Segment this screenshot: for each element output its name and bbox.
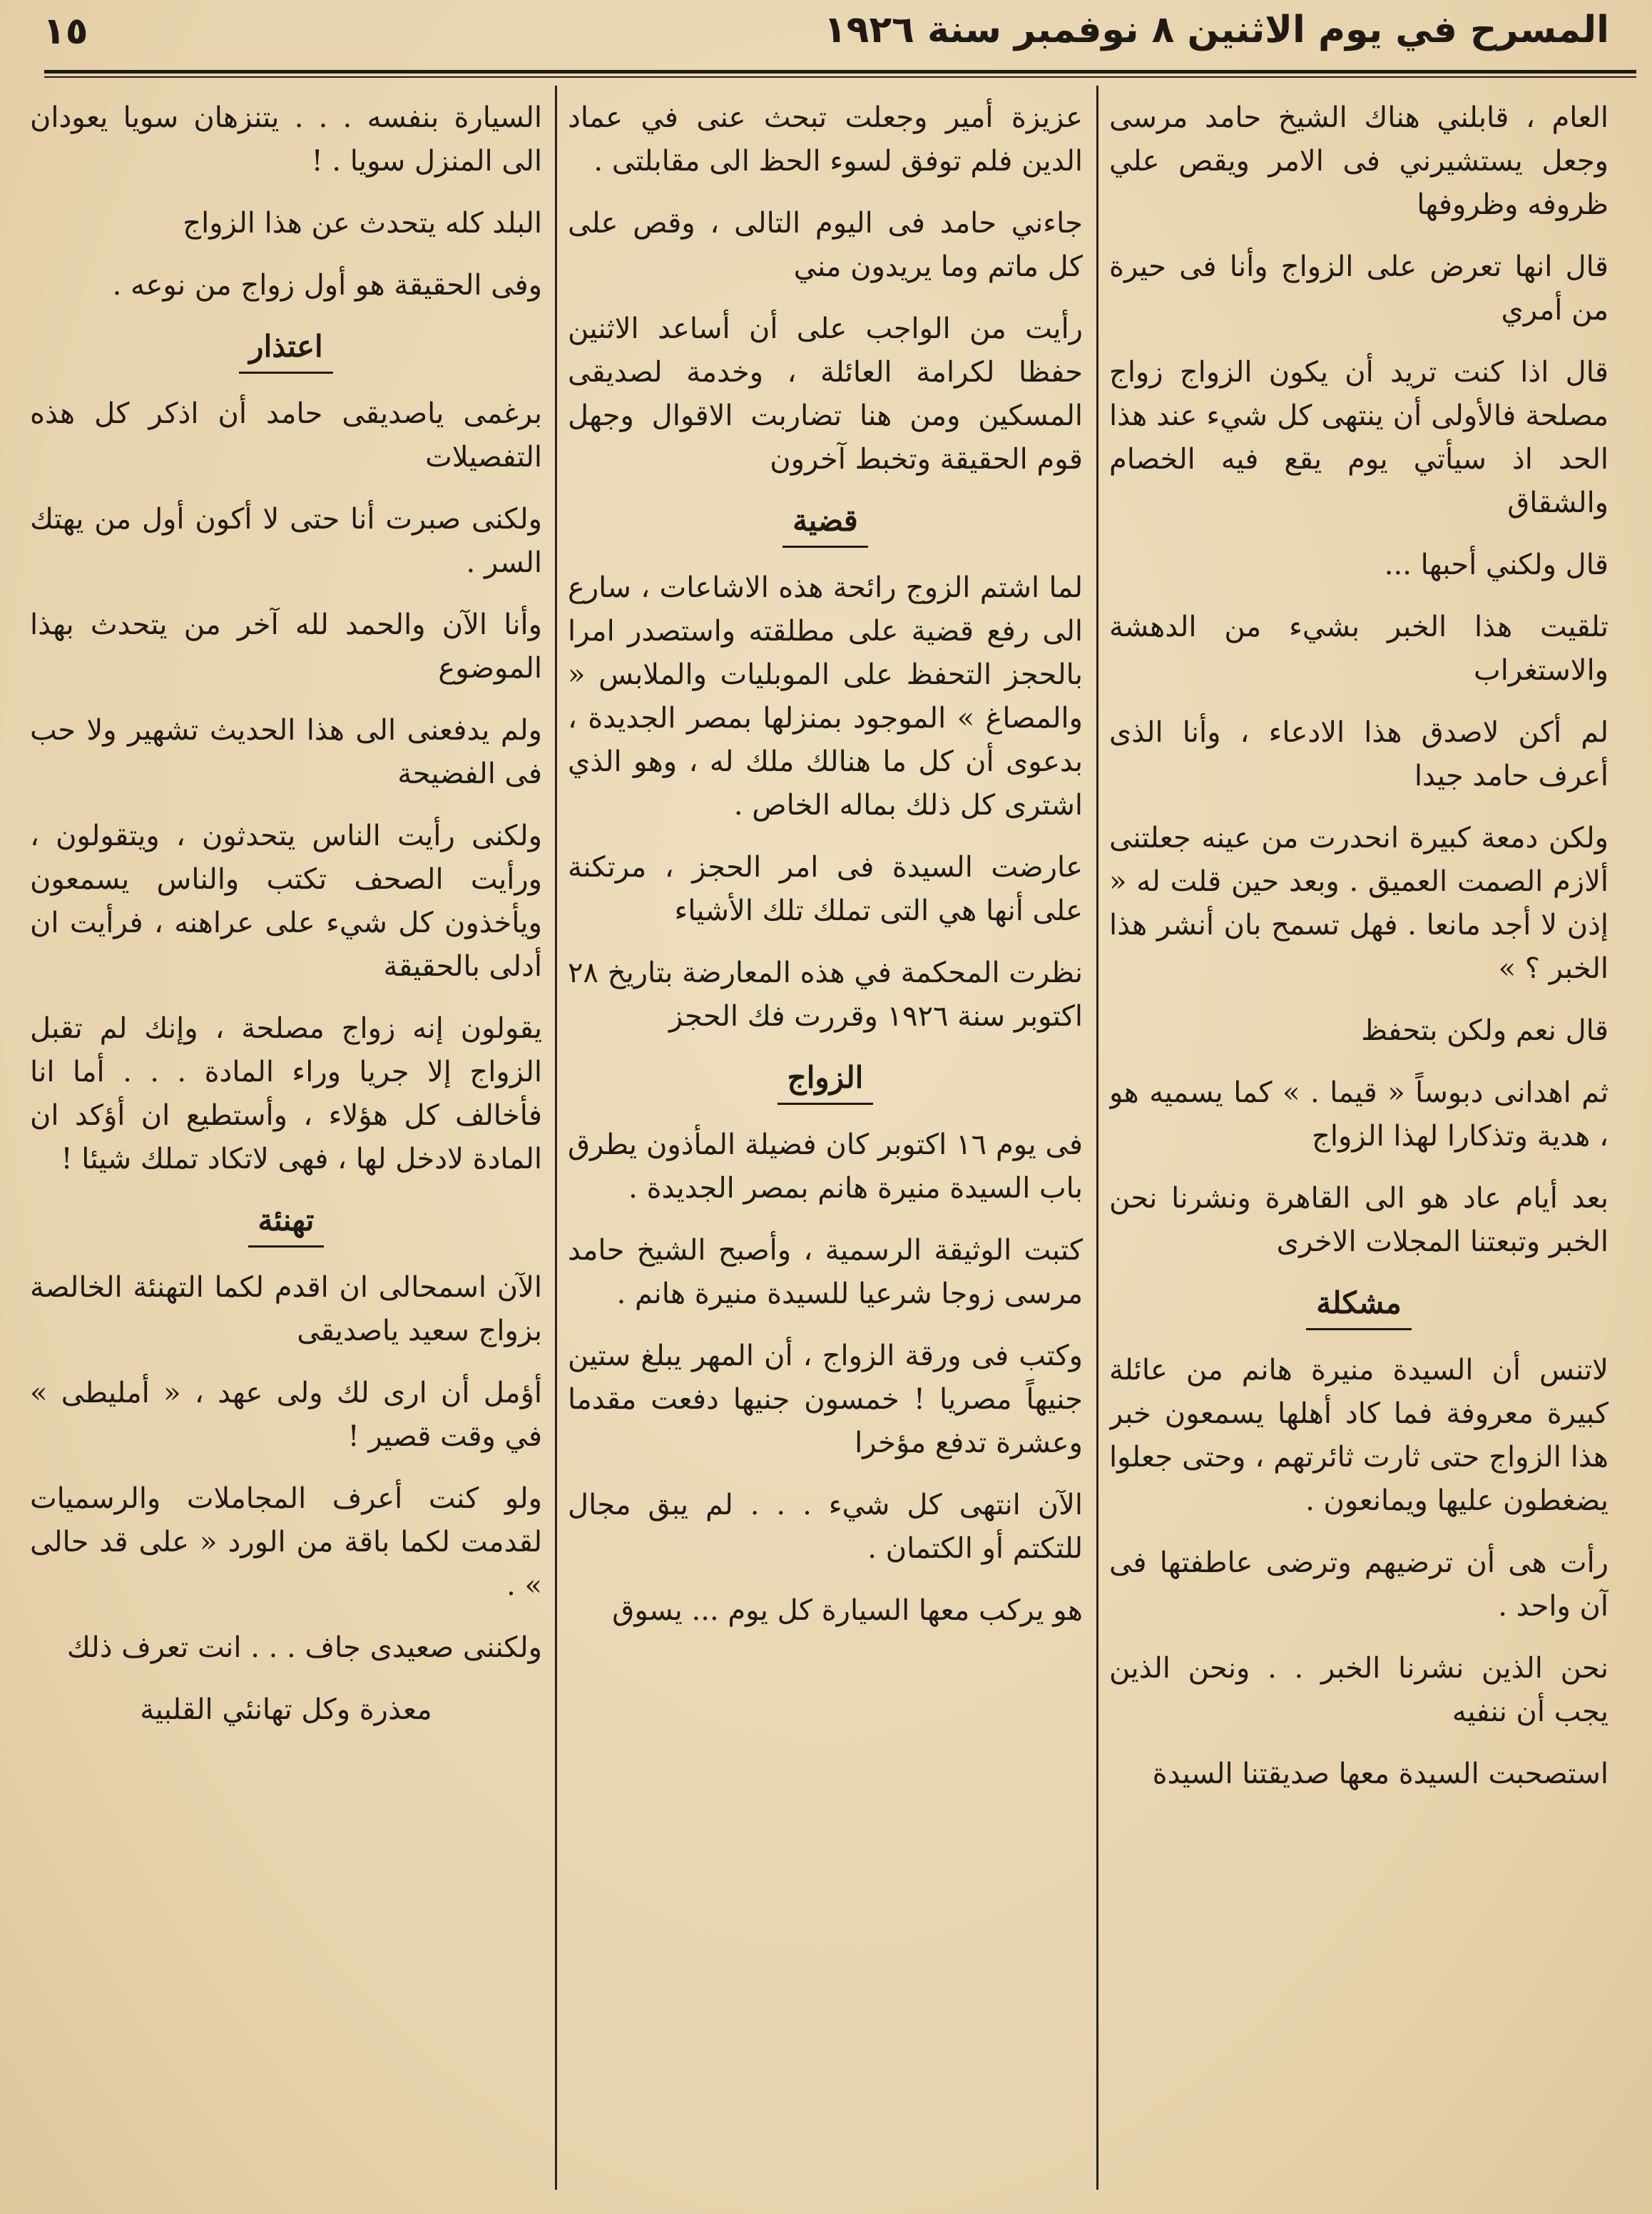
paragraph: أؤمل أن ارى لك ولى عهد ، « أمليطى » في وقت قصير ! xyxy=(30,1377,542,1453)
article-column-left xyxy=(30,96,542,2200)
paragraph: كتبت الوثيقة الرسمية ، وأصبح الشيخ حامد مرسى زوجا شرعيا للسيدة منيرة هانم . xyxy=(568,1234,1083,1310)
paragraph: البلد كله يتحدث عن هذا الزواج xyxy=(183,207,542,240)
paragraph: قال اذا كنت تريد أن يكون الزواج زواج مصلحة فالأولى أن ينتهى كل شيء عند هذا الحد اذ سيأتي يوم يقع فيه الخصام والشقاق xyxy=(1109,356,1608,519)
section-heading xyxy=(568,1057,1083,1105)
paragraph: لاتنس أن السيدة منيرة هانم من عائلة كبيرة معروفة فما كاد أهلها يسمعون خبر هذا الزواج حتى ثارت ثائرتهم ، وحتى جعلوا يضغطون عليها ويمانعون . xyxy=(1109,1354,1608,1517)
paragraph: قال انها تعرض على الزواج وأنا فى حيرة من أمري xyxy=(1109,250,1608,327)
paragraph: استصحبت السيدة معها صديقتنا السيدة xyxy=(1152,1758,1608,1790)
paragraph: ولكنى رأيت الناس يتحدثون ، ويتقولون ، ورأيت الصحف تكتب والناس يسمعون ويأخذون كل شيء على عراهنه ، فرأيت ان أدلى بالحقيقة xyxy=(30,820,542,983)
paragraph: الآن انتهى كل شيء . . . لم يبق مجال للتكتم أو الكتمان . xyxy=(568,1489,1083,1565)
paragraph: تلقيت هذا الخبر بشيء من الدهشة والاستغراب xyxy=(1109,611,1608,687)
page-number: ١٥ xyxy=(43,10,88,53)
paragraph: ولو كنت أعرف المجاملات والرسميات لقدمت لكما باقة من الورد « على قد حالى » . xyxy=(30,1482,542,1602)
article-column-right xyxy=(1109,96,1608,2200)
paragraph: قال ولكني أحبها ... xyxy=(1384,549,1608,581)
paragraph: لما اشتم الزوج رائحة هذه الاشاعات ، سارع الى رفع قضية على مطلقته واستصدر امرا بالحجز التحفظ على الموبليات والملابس « والمصاغ » الموجود بمنزلها بمصر الجديدة ، بدعوى أن كل ما هنالك ملك له ، وهو الذي اشترى كل ذلك بماله الخاص . xyxy=(568,571,1083,822)
paragraph: ولكن دمعة كبيرة انحدرت من عينه جعلتنى ألازم الصمت العميق . وبعد حين قلت له « إذن لا أجد مانعا . فهل تسمح بان أنشر هذا الخبر ؟ » xyxy=(1109,822,1608,985)
masthead-title: المسرح في يوم الاثنين ٨ نوفمبر سنة ١٩٢٦ xyxy=(823,9,1609,51)
paragraph: العام ، قابلني هناك الشيخ حامد مرسى وجعل يستشيرني فى الامر ويقص علي ظروفه وظروفها xyxy=(1109,101,1608,221)
column-divider-right xyxy=(1096,86,1098,2190)
masthead xyxy=(43,6,1609,67)
section-heading-text: اعتذار xyxy=(239,326,332,374)
paragraph: نظرت المحكمة في هذه المعارضة بتاريخ ٢٨ اكتوبر سنة ١٩٢٦ وقررت فك الحجز xyxy=(568,956,1083,1033)
paragraph: وفى الحقيقة هو أول زواج من نوعه . xyxy=(112,269,542,302)
section-heading-text: تهنئة xyxy=(248,1200,325,1248)
section-heading xyxy=(30,326,542,374)
paragraph: السيارة بنفسه . . . يتنزهان سويا يعودان الى المنزل سويا . ! xyxy=(30,101,542,178)
section-heading xyxy=(568,500,1083,548)
paragraph: نحن الذين نشرنا الخبر . . ونحن الذين يجب أن ننفيه xyxy=(1109,1652,1608,1728)
paragraph: جاءني حامد فى اليوم التالى ، وقص على كل ماتم وما يريدون مني xyxy=(568,207,1083,283)
paragraph: ثم اهدانى دبوساً « قيما . » كما يسميه هو ، هدية وتذكارا لهذا الزواج xyxy=(1109,1076,1608,1153)
paragraph: فى يوم ١٦ اكتوبر كان فضيلة المأذون يطرق باب السيدة منيرة هانم بمصر الجديدة . xyxy=(568,1128,1083,1205)
paragraph: وكتب فى ورقة الزواج ، أن المهر يبلغ ستين جنيهاً مصريا ! خمسون جنيها دفعت مقدما وعشرة تدفع مؤخرا xyxy=(568,1340,1083,1459)
paragraph: قال نعم ولكن بتحفظ xyxy=(1361,1014,1608,1047)
paragraph: هو يركب معها السيارة كل يوم ... يسوق xyxy=(612,1594,1083,1627)
header-rule xyxy=(44,70,1636,73)
paragraph: ولكنى صبرت أنا حتى لا أكون أول من يهتك السر . xyxy=(30,503,542,579)
paragraph: لم أكن لاصدق هذا الادعاء ، وأنا الذى أعرف حامد جيدا xyxy=(1109,716,1608,792)
paragraph: برغمى ياصديقى حامد أن اذكر كل هذه التفصيلات xyxy=(30,397,542,474)
paragraph: رأت هى أن ترضيهم وترضى عاطفتها فى آن واحد . xyxy=(1109,1546,1608,1623)
header-rule-thin xyxy=(44,76,1636,78)
paragraph: وأنا الآن والحمد لله آخر من يتحدث بهذا الموضوع xyxy=(30,608,542,685)
column-divider-left xyxy=(555,86,557,2190)
section-heading xyxy=(1109,1282,1608,1330)
section-heading-text: مشكلة xyxy=(1306,1282,1412,1330)
signoff-line: معذرة وكل تهانئي القلبية xyxy=(140,1693,432,1726)
paragraph: عارضت السيدة فى امر الحجز ، مرتكنة على أنها هي التى تملك تلك الأشياء xyxy=(568,851,1083,927)
paragraph: رأيت من الواجب على أن أساعد الاثنين حفظا لكرامة العائلة ، وخدمة لصديقى المسكين ومن هنا تضاربت الاقوال وجهل قوم الحقيقة وتخبط آخرون xyxy=(568,312,1083,476)
paragraph: الآن اسمحالى ان اقدم لكما التهنئة الخالصة بزواج سعيد ياصديقى xyxy=(30,1271,542,1347)
paragraph: ولكننى صعيدى جاف . . . انت تعرف ذلك xyxy=(66,1631,542,1664)
paragraph: يقولون إنه زواج مصلحة ، وإنك لم تقبل الزواج إلا جريا وراء المادة . . . أما انا فأخالف كل هؤلاء ، وأستطيع ان أؤكد ان المادة لادخل لها ، فهى لاتكاد تملك شيئا ! xyxy=(30,1012,542,1175)
paragraph: عزيزة أمير وجعلت تبحث عنى في عماد الدين فلم توفق لسوء الحظ الى مقابلتى . xyxy=(568,101,1083,178)
article-column-middle xyxy=(568,96,1083,2200)
section-heading-text: قضية xyxy=(782,500,868,548)
paragraph: ولم يدفعنى الى هذا الحديث تشهير ولا حب فى الفضيحة xyxy=(30,714,542,790)
section-heading-text: الزواج xyxy=(777,1057,874,1105)
paragraph: بعد أيام عاد هو الى القاهرة ونشرنا نحن الخبر وتبعتنا المجلات الاخرى xyxy=(1109,1182,1608,1258)
section-heading xyxy=(30,1200,542,1248)
